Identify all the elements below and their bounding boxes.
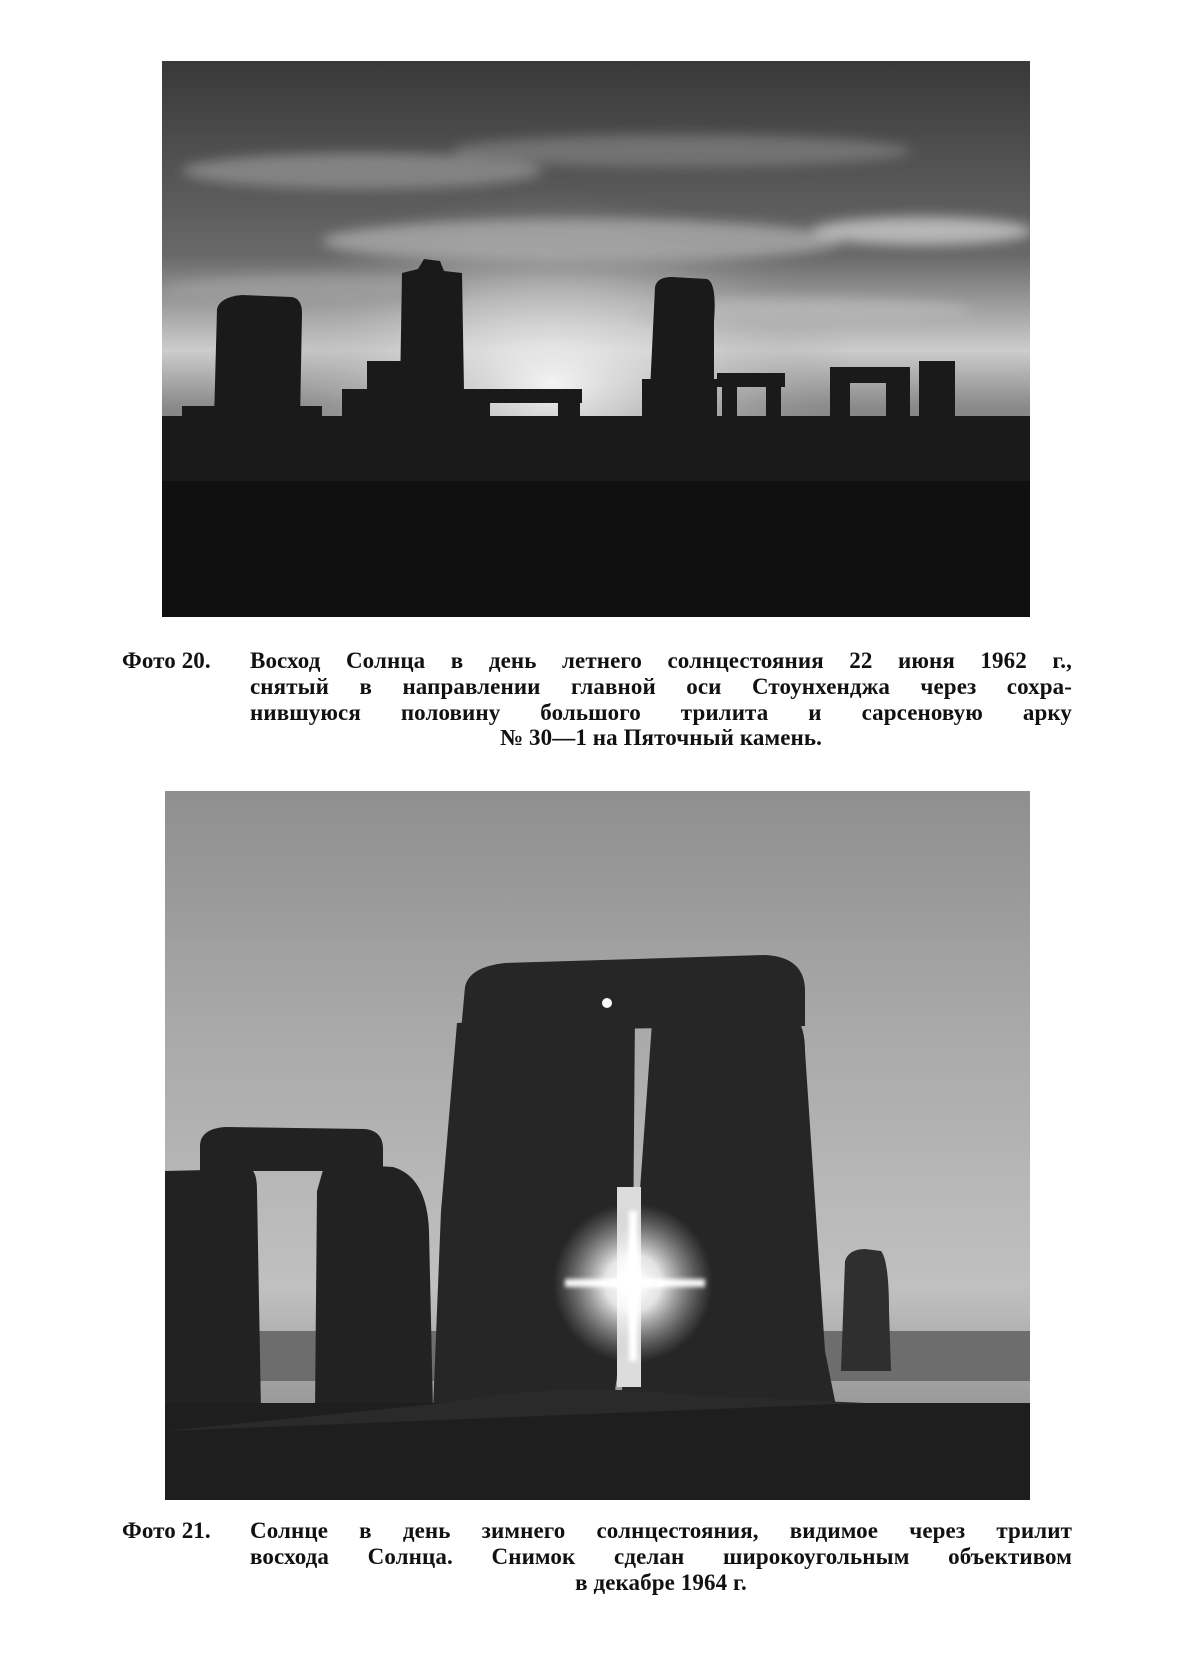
- photo-21-caption: [122, 1518, 1082, 1608]
- caption-line: № 30—1 на Пяточный камень.: [499, 725, 823, 750]
- photo-20-caption: [122, 648, 1082, 758]
- photo-20-label: Фото 20.: [122, 648, 211, 673]
- caption-line: Восход Солнца в день летнего солнцестояния 22 июня 1962 г.,: [250, 648, 1072, 673]
- caption-line: Солнце в день зимнего солнцестояния, видимое через трилит: [250, 1518, 1072, 1543]
- photo-21-label: Фото 21.: [122, 1518, 211, 1543]
- caption-line: снятый в направлении главной оси Стоунхенджа через сохра-: [250, 674, 1072, 699]
- photo-20-summer-solstice: [162, 61, 1030, 617]
- caption-line: в декабре 1964 г.: [575, 1570, 747, 1595]
- photo-21-winter-solstice: [165, 791, 1030, 1500]
- caption-line: нившуюся половину большого трилита и сарсеновую арку: [250, 700, 1072, 725]
- caption-line: восхода Солнца. Снимок сделан широкоугольным объективом: [250, 1544, 1072, 1569]
